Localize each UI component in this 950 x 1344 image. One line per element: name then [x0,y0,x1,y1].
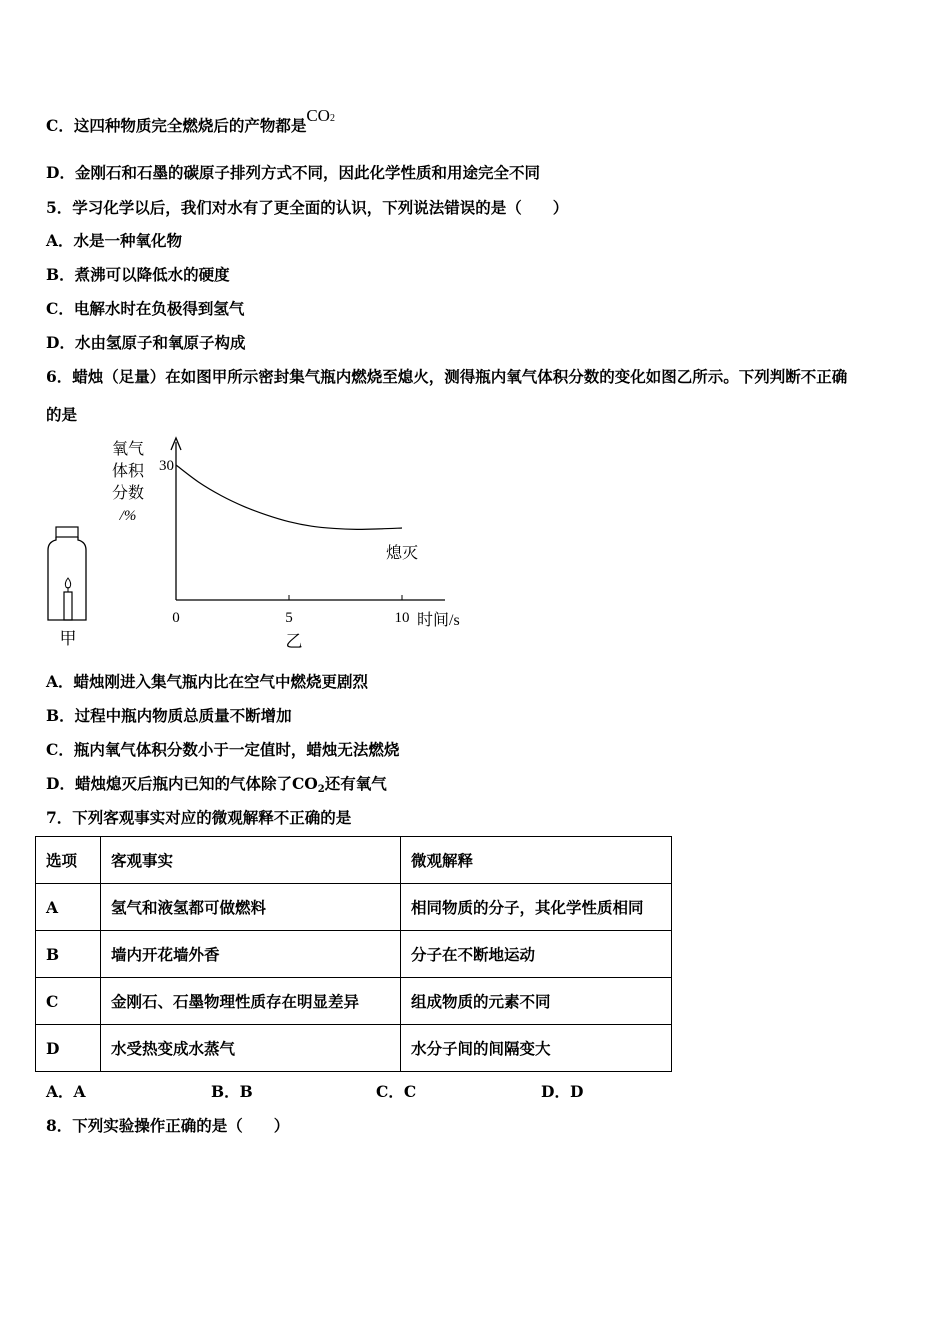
oxygen-fraction-line [176,465,402,529]
co2-formula: CO2 [306,106,335,125]
extinguish-annotation: 熄灭 [386,545,419,562]
figure-label-jia: 甲 [59,629,77,648]
q5-option-b: B．煮沸可以降低水的硬度 [46,265,230,284]
y-tick-label-30: 30 [159,458,174,474]
q6-stem-line2: 的是 [46,405,78,424]
q6-option-b: B．过程中瓶内物质总质量不断增加 [46,706,292,725]
q6-figure [40,432,480,652]
table-row: B 墙内开花墙外香 分子在不断地运动 [36,931,672,978]
flame-icon [65,578,70,588]
x-axis-label: 时间/s [417,612,460,629]
q7-answer-d: D．D [541,1082,584,1101]
x-tick-label-0: 0 [172,610,180,626]
gas-bottle-icon [48,527,86,620]
q7-table [35,836,672,1072]
q7-answer-a: A．A [46,1082,86,1101]
table-row: C 金刚石、石墨物理性质存在明显差异 组成物质的元素不同 [36,978,672,1025]
q4-option-d: D．金刚石和石墨的碳原子排列方式不同，因此化学性质和用途完全不同 [46,163,540,182]
y-label-line3: 分数 [111,485,145,502]
q5-option-d: D．水由氢原子和氧原子构成 [46,333,246,352]
table-header-explanation: 微观解释 [401,837,672,884]
y-label-line4: /% [119,508,137,524]
table-header-fact: 客观事实 [101,837,401,884]
q8-stem: 8．下列实验操作正确的是（ ） [46,1116,290,1135]
q5-option-c: C．电解水时在负极得到氢气 [46,299,245,318]
q6-option-d: D．蜡烛熄灭后瓶内已知的气体除了$CO_2$还有氧气 [46,774,387,795]
q5-option-a: A．水是一种氧化物 [46,231,183,250]
x-tick-label-5: 5 [285,610,293,626]
table-header-row [36,837,672,884]
x-tick-label-10: 10 [394,610,410,626]
candle-icon [64,592,72,620]
q6-option-c: C．瓶内氧气体积分数小于一定值时，蜡烛无法燃烧 [46,740,400,759]
q4-option-c: C．这四种物质完全燃烧后的产物都是CO2 [46,106,335,135]
table-header-option: 选项 [36,837,101,884]
table-row: A 氢气和液氢都可做燃料 相同物质的分子，其化学性质相同 [36,884,672,931]
q6-option-a: A．蜡烛刚进入集气瓶内比在空气中燃烧更剧烈 [46,672,369,691]
y-label-line2: 体积 [111,463,145,480]
q7-stem: 7．下列客观事实对应的微观解释不正确的是 [46,808,352,827]
q7-answer-b: B．B [211,1082,253,1101]
q7-answer-c: C．C [376,1082,417,1101]
q5-stem: 5．学习化学以后，我们对水有了更全面的认识，下列说法错误的是（ ） [46,198,569,217]
q6-stem-line1: 6．蜡烛（足量）在如图甲所示密封集气瓶内燃烧至熄火，测得瓶内氧气体积分数的变化如图乙所示。下列判断不正确 [46,367,848,386]
table-row: D 水受热变成水蒸气 水分子间的间隔变大 [36,1025,672,1072]
figure-label-yi: 乙 [285,632,303,651]
y-label-line1: 氧气 [111,441,145,458]
